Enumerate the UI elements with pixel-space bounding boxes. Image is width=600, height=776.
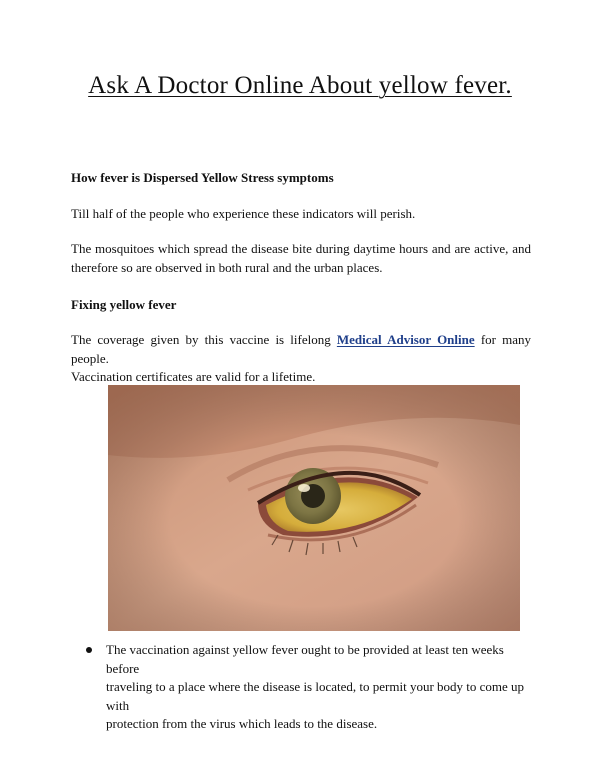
yellow-eye-photo: [108, 385, 520, 631]
paragraph-mosquitoes-line-1: The mosquitoes which spread the disease bite during daytime hours and are active, and: [71, 241, 531, 256]
section-heading-fixing: Fixing yellow fever: [71, 297, 177, 312]
bullet-line-3: protection from the virus which leads to the disease.: [106, 716, 378, 731]
medical-advisor-link[interactable]: Medical Advisor Online: [336, 332, 475, 347]
paragraph-vaccine-line-2: Vaccination certificates are valid for a lifetime.: [71, 369, 316, 384]
paragraph-indicators: [71, 205, 531, 224]
section-heading-symptoms: How fever is Dispersed Yellow Stress symptoms: [71, 170, 334, 185]
eye-illustration: [108, 385, 520, 631]
list-item: [106, 641, 530, 734]
paragraph-vaccine-text-before-link: The coverage given by this vaccine is lifelong: [71, 332, 331, 347]
bullet-point-icon: [86, 647, 92, 653]
page-title: Ask A Doctor Online About yellow fever.: [88, 72, 512, 99]
bullet-line-1: The vaccination against yellow fever ought to be provided at least ten weeks before: [106, 642, 504, 676]
paragraph-mosquitoes-line-2: therefore so are observed in both rural and the urban places.: [71, 259, 383, 275]
paragraph-vaccine-line-1: [71, 331, 531, 368]
paragraph-indicators-text: Till half of the people who experience these indicators will perish.: [71, 206, 416, 221]
paragraph-mosquitoes: [71, 240, 531, 277]
bullet-line-2: traveling to a place where the disease is located, to permit your body to come up with: [106, 679, 525, 713]
paragraph-vaccine: [71, 331, 531, 387]
paragraph-vaccine-text-after-link: for many people.: [71, 332, 532, 366]
